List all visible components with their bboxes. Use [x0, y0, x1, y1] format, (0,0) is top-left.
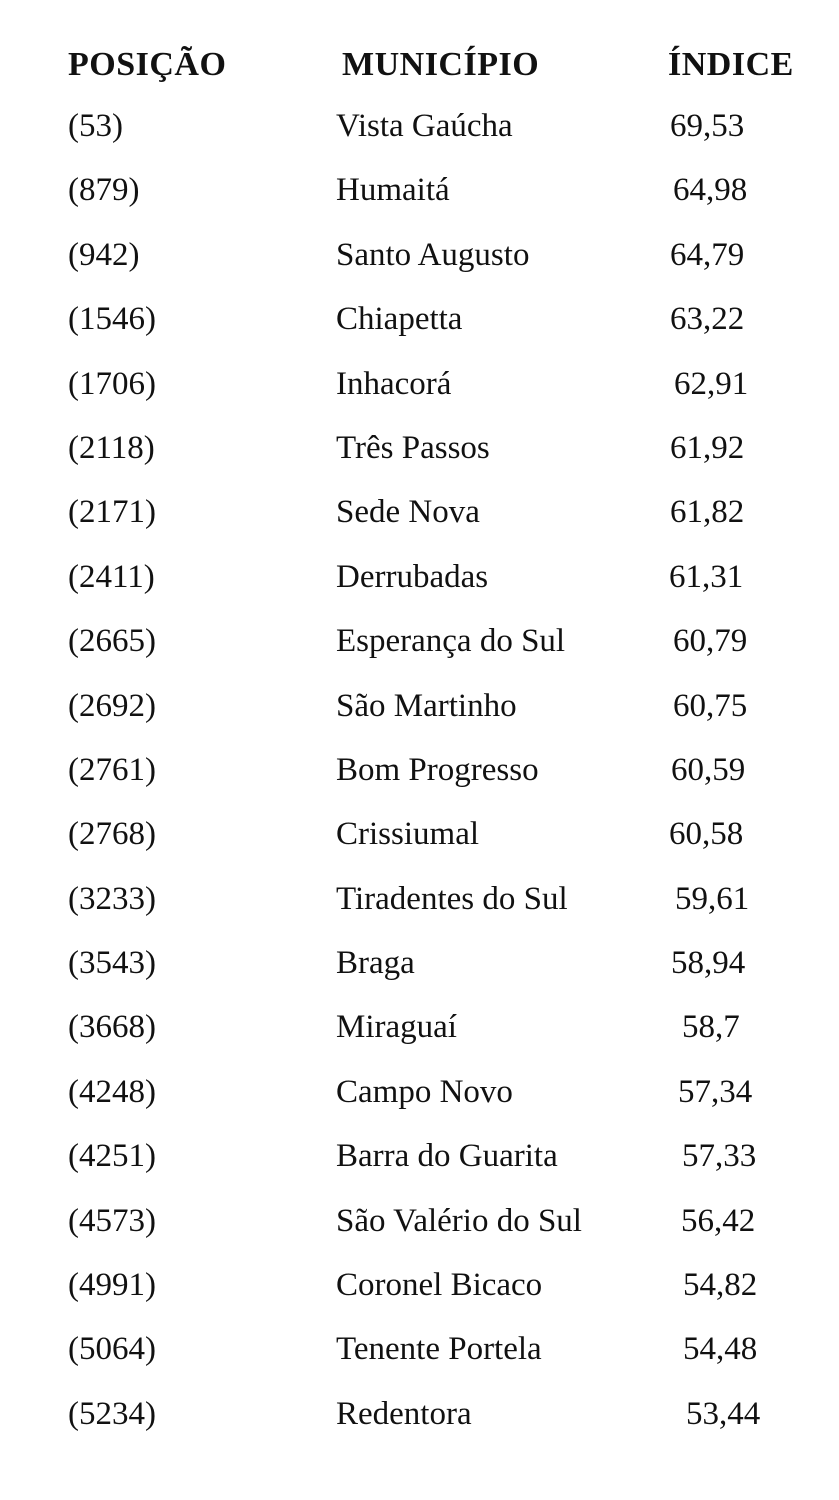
cell-position: (2761): [68, 751, 156, 788]
header-municipality: MUNICÍPIO: [342, 46, 540, 83]
cell-municipality: Coronel Bicaco: [336, 1267, 543, 1304]
cell-position: (4248): [68, 1073, 156, 1110]
cell-position: (4251): [68, 1138, 156, 1175]
cell-index: 57,33: [682, 1138, 757, 1175]
table-row: [0, 418, 839, 482]
table-row: [0, 289, 839, 353]
table-row: [0, 1126, 839, 1190]
table-body: [0, 96, 839, 1448]
cell-municipality: Tenente Portela: [336, 1331, 542, 1368]
cell-municipality: Bom Progresso: [336, 751, 539, 788]
cell-municipality: Vista Gaúcha: [336, 108, 513, 144]
cell-municipality: Braga: [336, 945, 415, 982]
cell-position: (3543): [68, 945, 156, 982]
cell-municipality: Miraguaí: [336, 1009, 457, 1046]
table-row: [0, 1319, 839, 1383]
table-row: [0, 740, 839, 804]
table-row: [0, 225, 839, 289]
cell-municipality: Humaitá: [336, 172, 450, 209]
cell-index: 57,34: [678, 1073, 753, 1110]
cell-position: (2171): [68, 494, 156, 531]
table-header: [0, 40, 839, 96]
table-row: [0, 611, 839, 675]
cell-position: (4573): [68, 1202, 156, 1239]
cell-position: (4991): [68, 1267, 156, 1304]
cell-index: 61,31: [669, 558, 744, 595]
cell-position: (3668): [68, 1009, 156, 1046]
cell-position: (53): [68, 108, 123, 144]
cell-position: (1546): [68, 301, 156, 338]
header-position: POSIÇÃO: [68, 46, 227, 83]
table-row: [0, 482, 839, 546]
table-row: [0, 160, 839, 224]
table-row: [0, 676, 839, 740]
cell-municipality: Crissiumal: [336, 816, 480, 853]
cell-index: 58,94: [671, 945, 746, 982]
cell-index: 60,59: [671, 751, 746, 788]
cell-position: (2692): [68, 687, 156, 724]
table-row: [0, 1384, 839, 1448]
cell-municipality: Derrubadas: [336, 558, 489, 595]
cell-index: 60,58: [669, 816, 744, 853]
cell-position: (879): [68, 172, 140, 209]
cell-position: (1706): [68, 365, 156, 402]
cell-index: 53,44: [686, 1395, 761, 1432]
cell-municipality: Campo Novo: [336, 1073, 513, 1110]
table-row: [0, 354, 839, 418]
cell-municipality: Sede Nova: [336, 494, 480, 531]
table-row: [0, 997, 839, 1061]
cell-municipality: Três Passos: [336, 429, 490, 466]
cell-index: 54,82: [683, 1267, 758, 1304]
table-row: [0, 869, 839, 933]
cell-position: (2768): [68, 816, 156, 853]
cell-index: 59,61: [675, 880, 750, 917]
cell-municipality: Inhacorá: [336, 365, 452, 402]
cell-index: 64,79: [670, 236, 745, 273]
header-index: ÍNDICE: [668, 46, 794, 83]
cell-index: 58,7: [682, 1009, 740, 1046]
cell-municipality: São Martinho: [336, 687, 517, 724]
cell-municipality: Barra do Guarita: [336, 1138, 558, 1175]
cell-index: 60,79: [673, 623, 748, 660]
cell-index: 54,48: [683, 1331, 758, 1368]
cell-municipality: Redentora: [336, 1395, 472, 1432]
cell-position: (2665): [68, 623, 156, 660]
cell-index: 60,75: [673, 687, 748, 724]
cell-index: 63,22: [670, 301, 745, 338]
cell-index: 64,98: [673, 172, 748, 209]
cell-position: (3233): [68, 880, 156, 917]
cell-position: (5234): [68, 1395, 156, 1432]
cell-municipality: Tiradentes do Sul: [336, 880, 568, 917]
cell-index: 62,91: [674, 365, 749, 402]
table-row: [0, 1191, 839, 1255]
cell-position: (5064): [68, 1331, 156, 1368]
cell-position: (942): [68, 236, 140, 273]
cell-index: 69,53: [670, 108, 745, 144]
cell-index: 61,82: [670, 494, 745, 531]
cell-position: (2118): [68, 429, 155, 466]
table-row: [0, 547, 839, 611]
cell-municipality: Santo Augusto: [336, 236, 530, 273]
cell-position: (2411): [68, 558, 155, 595]
cell-index: 56,42: [681, 1202, 756, 1239]
table-row: [0, 1255, 839, 1319]
cell-municipality: São Valério do Sul: [336, 1202, 582, 1239]
cell-index: 61,92: [670, 429, 745, 466]
cell-municipality: Esperança do Sul: [336, 623, 566, 660]
table-row: [0, 96, 839, 160]
cell-municipality: Chiapetta: [336, 301, 463, 338]
table-row: [0, 804, 839, 868]
table-row: [0, 1062, 839, 1126]
table-row: [0, 933, 839, 997]
